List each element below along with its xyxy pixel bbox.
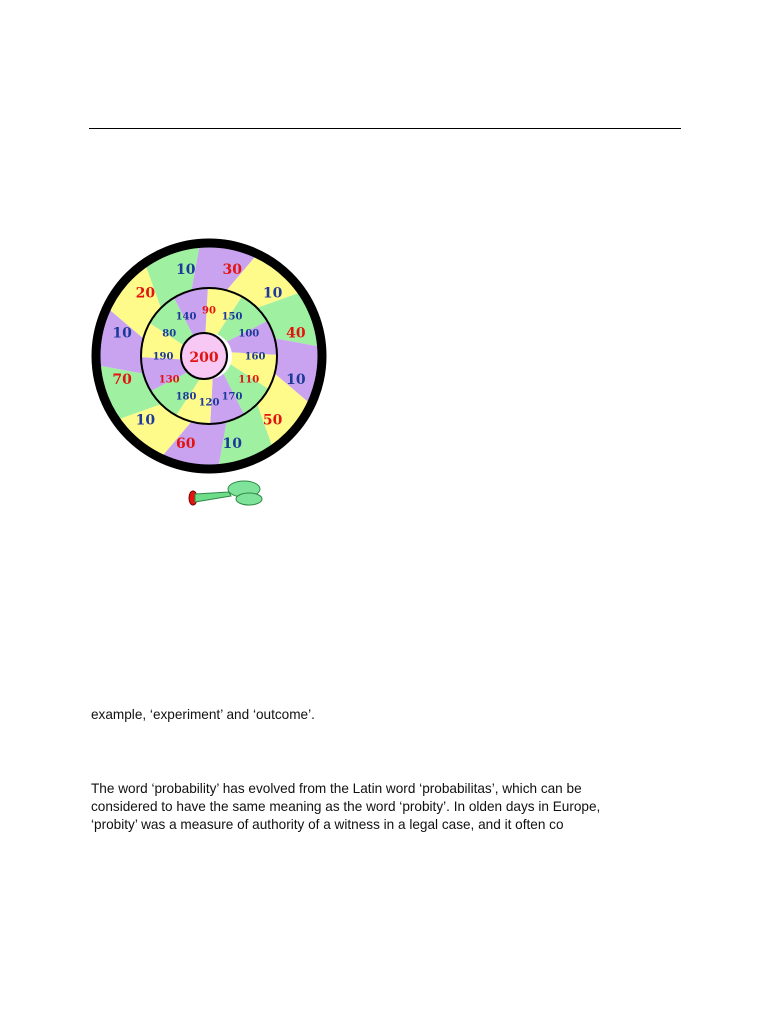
- bullseye-label: 200: [189, 350, 219, 366]
- outer-ring-value: 40: [286, 325, 306, 342]
- outer-ring-value: 10: [262, 285, 283, 302]
- inner-ring-value: 130: [158, 374, 180, 386]
- outer-ring-value: 50: [262, 412, 283, 429]
- paragraph-probability: The word ‘probability’ has evolved from the Latin word ‘probabilitas’, which can be considered to have the same meaning as the word ‘probity’. In olden days in Europe, ‘probity’ was a measure of authority of a witness in a legal case, and it often co: [91, 781, 601, 832]
- inner-ring-value: 80: [162, 328, 177, 340]
- inner-ring-value: 110: [238, 374, 260, 386]
- outer-ring-value: 10: [135, 412, 156, 429]
- inner-ring-value: 120: [198, 397, 220, 409]
- inner-ring-value: 150: [221, 311, 243, 323]
- inner-ring-value: 90: [202, 305, 216, 317]
- outer-ring-value: 10: [286, 372, 306, 389]
- inner-ring-value: 140: [175, 311, 197, 323]
- inner-ring-value: 190: [152, 351, 174, 363]
- dartboard-figure: [89, 234, 329, 514]
- outer-ring-value: 10: [112, 325, 132, 342]
- inner-ring-value: 100: [238, 328, 260, 340]
- horizontal-rule: [89, 128, 681, 129]
- paragraph-example: example, ‘experiment’ and ‘outcome’.: [91, 707, 315, 722]
- inner-ring-value: 170: [221, 391, 243, 403]
- outer-ring-value: 20: [135, 285, 156, 302]
- outer-ring-value: 10: [222, 435, 243, 452]
- outer-ring-value: 60: [175, 435, 196, 452]
- dart-icon: [189, 481, 262, 505]
- outer-ring-value: 30: [222, 262, 243, 278]
- outer-ring-value: 70: [112, 372, 132, 389]
- outer-ring-value: 10: [175, 262, 196, 278]
- dartboard-svg: [89, 234, 329, 514]
- inner-ring-value: 180: [175, 391, 197, 403]
- inner-ring-value: 160: [244, 351, 266, 363]
